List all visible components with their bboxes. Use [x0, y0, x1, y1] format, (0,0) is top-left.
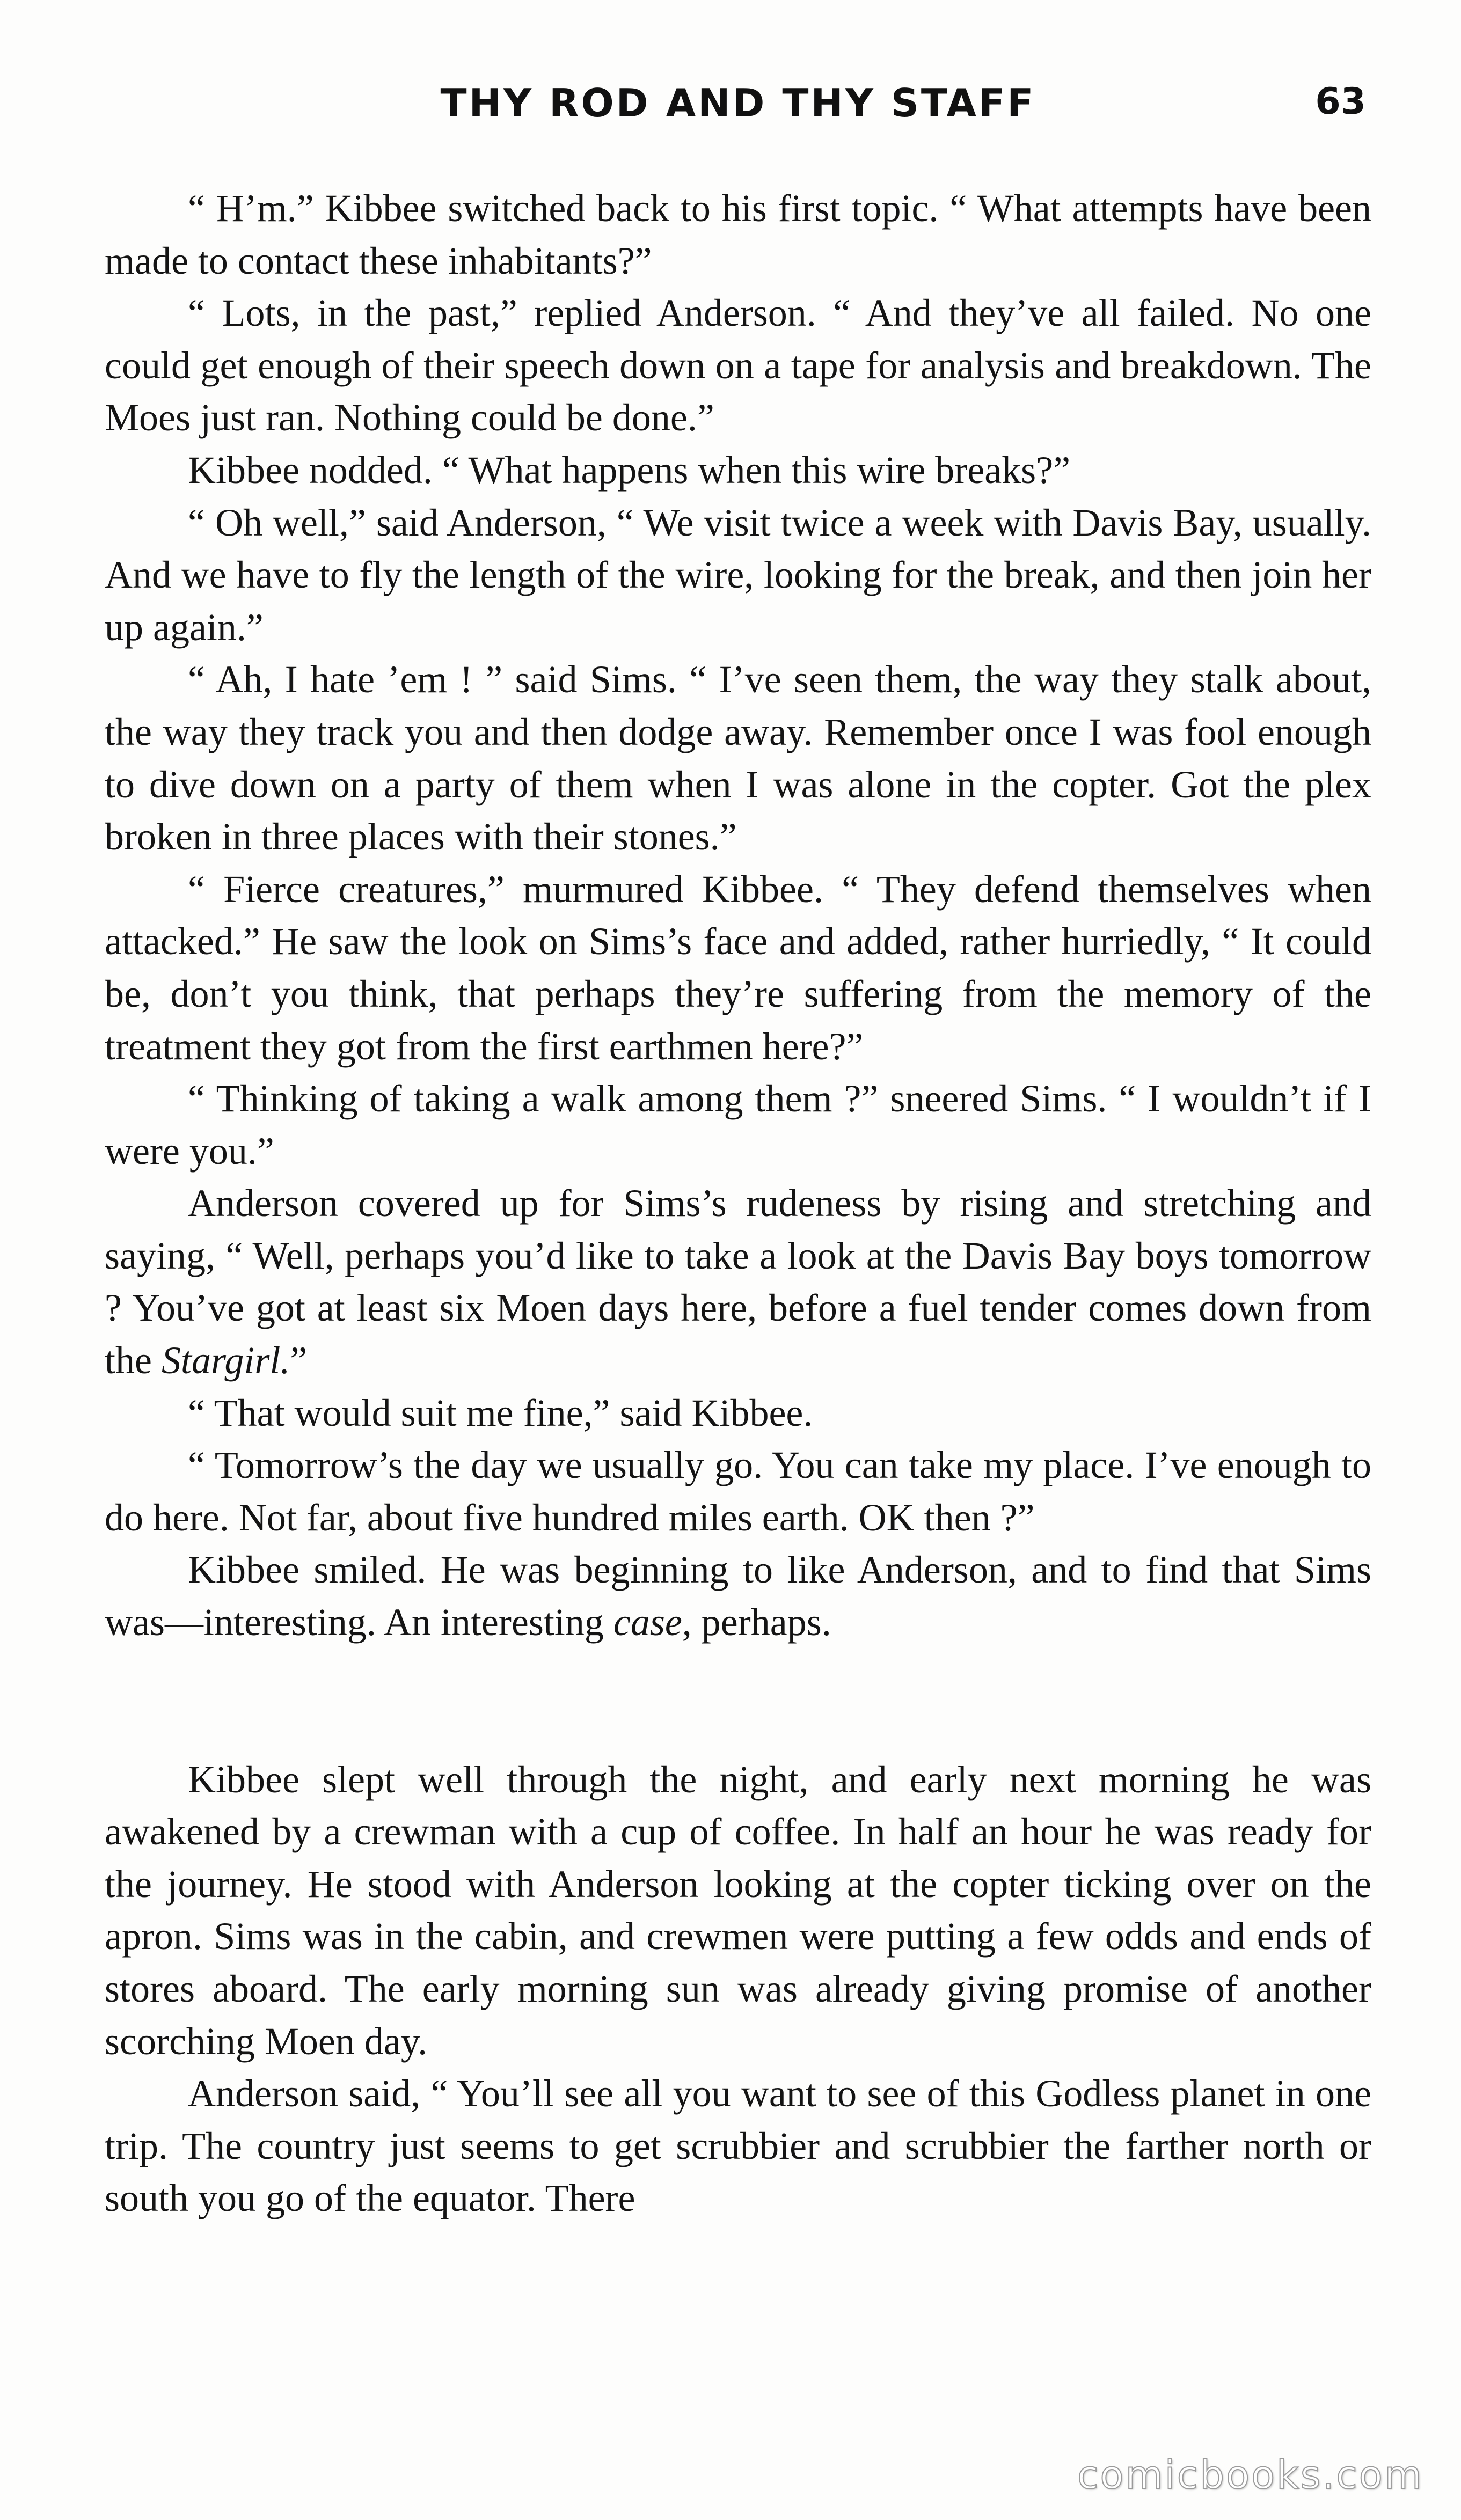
paragraph: “ That would suit me fine,” said Kibbee. [188, 1391, 813, 1434]
paragraph: Anderson said, “ You’ll see all you want to see of this Godless planet in one trip. The country just seems to get scrubbier and scrubbier the farther north or south you go of the equator. There [105, 2072, 1371, 2220]
ship-name: Stargirl. [161, 1339, 290, 1382]
paragraph-text: , perhaps. [682, 1601, 831, 1644]
paragraph: “ Tomorrow’s the day we usually go. You can take my place. I’ve enough to do here. Not far, about five hundred miles earth. OK then ?” [105, 1444, 1371, 1539]
paragraph-text: ” [290, 1339, 308, 1382]
paragraph: “ H’m.” Kibbee switched back to his first topic. “ What attempts have been made to contact these inhabitants?” [105, 187, 1371, 282]
paragraph: “ Ah, I hate ’em ! ” said Sims. “ I’ve seen them, the way they stalk about, the way they track you and then dodge away. Remember once I was fool enough to dive down on a party of them when I was alone in the copter. Got the plex broken in three places with their stones.” [105, 658, 1371, 859]
paragraph: “ Fierce creatures,” murmured Kibbee. “ They defend themselves when attacked.” He saw the look on Sims’s face and added, rather hurriedly, “ It could be, don’t you think, that perhaps they’re suffering from the memory of the treatment they got from the first earthmen here?” [105, 867, 1371, 1068]
page-number: 63 [1315, 80, 1366, 123]
paragraph: “ Oh well,” said Anderson, “ We visit twice a week with Davis Bay, usually. And we have to fly the length of the wire, looking for the break, and then join her up again.” [105, 501, 1371, 649]
site-watermark: comicbooks.com [1077, 2452, 1423, 2497]
running-title: THY ROD AND THY STAFF [440, 80, 1036, 126]
paragraph [105, 1177, 1371, 1387]
paragraph: “ Lots, in the past,” replied Anderson. “ And they’ve all failed. No one could get enough of their speech down on a tape for analysis and breakdown. The Moes just ran. Nothing could be done.” [105, 291, 1371, 439]
running-header [105, 80, 1371, 140]
paragraph: “ Thinking of taking a walk among them ?” sneered Sims. “ I wouldn’t if I were you.” [105, 1077, 1371, 1173]
section-break [105, 1649, 1371, 1754]
paragraph-text: Kibbee smiled. He was beginning to like Anderson, and to find that Sims was—interesting. An interesting [105, 1548, 1371, 1644]
paragraph-text: Anderson covered up for Sims’s rudeness by rising and stretching and saying, “ Well, perhaps you’d like to take a look at the Davis Bay boys tomorrow ? You’ve got at least six Moen days here, before a fuel tender comes down from the [105, 1182, 1371, 1382]
page-body [105, 182, 1371, 2225]
paragraph: Kibbee nodded. “ What happens when this wire breaks?” [188, 448, 1071, 492]
paragraph: Kibbee slept well through the night, and early next morning he was awakened by a crewman with a cup of coffee. In half an hour he was ready for the journey. He stood with Anderson looking at the copter ticking over on the apron. Sims was in the cabin, and crewmen were putting a few odds and ends of stores aboard. The early morning sun was already giving promise of another scorching Moen day. [105, 1757, 1371, 2063]
paragraph [105, 1544, 1371, 1649]
emphasis: case [613, 1601, 682, 1644]
